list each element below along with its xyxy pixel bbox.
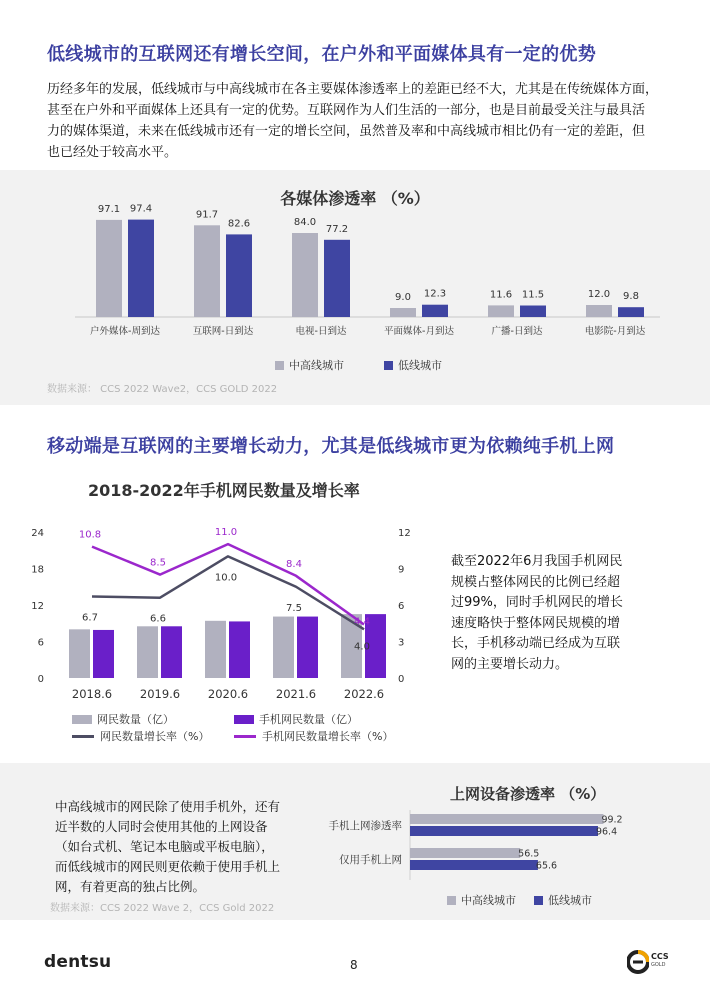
category-label: 仅用手机上网: [339, 854, 402, 866]
bar-low-tier: [520, 306, 546, 318]
media-chart-title: 各媒体渗透率 （%）: [280, 189, 430, 208]
left-axis-tick: 0: [37, 674, 44, 685]
category-label: 电视-日到达: [295, 326, 347, 337]
legend-swatch-gray: [275, 361, 284, 370]
section3-text: [55, 797, 325, 897]
device-penetration-chart: [310, 808, 650, 883]
section2-heading: 移动端是互联网的主要增长动力，尤其是低线城市更为依赖纯手机上网: [47, 436, 615, 457]
ccs-logo-icon: [627, 950, 649, 974]
bar-high-tier: [488, 305, 514, 317]
legend-swatch-purple: [234, 715, 254, 724]
side-text-line: 过99%，同时手机网民的增长: [451, 595, 623, 610]
legend-label: 低线城市: [548, 894, 592, 907]
bar-value-label: 9.8: [623, 291, 639, 303]
internet-growth-label: 4.0: [354, 641, 370, 653]
side-text-line: 长，手机移动端已经成为互联: [451, 636, 621, 651]
bar-low-tier: [422, 305, 448, 317]
bar-internet-users: [137, 626, 158, 678]
legend-label: 网民数量（亿）: [97, 713, 174, 726]
x-axis-label: 2018.6: [71, 687, 113, 701]
right-axis-tick: 6: [398, 601, 405, 612]
paragraph-line: 甚至在户外和平面媒体上还具有一定的优势。互联网作为人们生活的一部分，也是目前最受关注与最具活: [47, 103, 646, 118]
bar-low-tier: [618, 307, 644, 317]
line-internet-growth: [92, 556, 364, 629]
bar-value-label: 96.4: [595, 826, 618, 838]
media-penetration-panel: [0, 170, 710, 405]
section2-side-text: [451, 552, 681, 675]
legend-swatch-gray: [447, 896, 456, 905]
device-chart-legend: [447, 892, 592, 908]
bar-high-tier: [96, 220, 122, 317]
legend-swatch-gray: [72, 715, 92, 724]
x-axis-label: 2019.6: [139, 687, 181, 701]
bar-high-tier: [410, 848, 520, 858]
category-label: 手机上网渗透率: [328, 820, 402, 832]
bar-internet-users: [273, 617, 294, 678]
device-chart-title: 上网设备渗透率 （%）: [450, 785, 606, 803]
section1-heading: 低线城市的互联网还有增长空间，在户外和平面媒体具有一定的优势: [47, 44, 596, 65]
side-text-line: 速度略快于整体网民规模的增: [451, 615, 621, 631]
mobile-users-chart: [0, 510, 430, 710]
bar-value-label: 11.6: [489, 289, 513, 301]
bar-high-tier: [292, 233, 318, 317]
bar-value-label: 97.4: [129, 203, 153, 215]
legend-label: 手机网民数量（亿）: [259, 713, 358, 726]
right-axis-tick: 0: [398, 674, 405, 685]
bar-high-tier: [410, 814, 603, 824]
text-line: 中高线城市的网民除了使用手机外，还有: [55, 799, 281, 814]
left-axis-tick: 24: [31, 528, 44, 539]
bar-high-tier: [194, 225, 220, 317]
bar-low-tier: [128, 220, 154, 317]
section1-paragraph: [47, 79, 687, 163]
internet-growth-label: 10.0: [214, 572, 238, 584]
bar-value-label: 12.3: [423, 288, 447, 300]
bar-internet-users: [205, 621, 226, 678]
bar-value-label: 56.5: [518, 848, 540, 860]
mobile-chart-title: 2018-2022年手机网民数量及增长率: [88, 481, 360, 500]
mobile-growth-label: 10.8: [78, 529, 102, 541]
bar-value-label: 77.2: [325, 223, 349, 235]
dentsu-logo: dentsu: [44, 952, 112, 972]
legend-line-dark: [72, 735, 94, 738]
bar-mobile-users: [229, 621, 250, 678]
bar-low-tier: [226, 234, 252, 317]
legend-label: 中高线城市: [289, 359, 344, 372]
left-axis-tick: 6: [37, 637, 44, 649]
device-penetration-panel: [0, 763, 710, 920]
device-chart-source: 数据来源：CCS 2022 Wave 2，CCS Gold 2022: [50, 903, 275, 914]
ccs-logo-text: CCS: [651, 952, 669, 961]
bar-value-label: 84.0: [293, 217, 317, 228]
bar-value-label: 65.6: [535, 860, 558, 872]
legend-label: 网民数量增长率（%）: [100, 730, 210, 743]
category-label: 广播-日到达: [491, 326, 543, 337]
left-axis-tick: 12: [31, 601, 44, 612]
legend-line-purple: [234, 735, 256, 738]
internet-growth-label: 6.7: [82, 612, 98, 624]
bar-mobile-users: [93, 630, 114, 678]
mobile-growth-label: 4.4: [354, 616, 370, 628]
left-axis-tick: 18: [31, 564, 44, 576]
media-penetration-chart: [0, 200, 710, 350]
legend-swatch-blue: [384, 361, 393, 370]
internet-growth-label: 6.6: [150, 613, 166, 625]
bar-value-label: 97.1: [97, 203, 121, 215]
paragraph-line: 也已经处于较高水平。: [47, 145, 178, 160]
right-axis-tick: 12: [398, 528, 411, 539]
mobile-chart-legend-row1: [72, 711, 358, 727]
bar-internet-users: [69, 629, 90, 678]
legend-label: 手机网民数量增长率（%）: [262, 730, 394, 743]
side-text-line: 规模占整体网民的比例已经超: [451, 574, 621, 590]
bar-value-label: 82.6: [227, 218, 251, 230]
text-line: 而低线城市的网民则更依赖于使用手机上: [55, 859, 281, 874]
right-axis-tick: 3: [398, 637, 405, 649]
mobile-growth-label: 8.4: [286, 558, 302, 570]
page-number: 8: [350, 958, 358, 972]
bar-value-label: 12.0: [587, 289, 611, 300]
bar-low-tier: [324, 240, 350, 317]
bar-value-label: 99.2: [601, 814, 623, 826]
right-axis-tick: 9: [398, 564, 405, 576]
ccs-logo-subtext: GOLD: [651, 962, 666, 968]
paragraph-line: 历经多年的发展，低线城市与中高线城市在各主要媒体渗透率上的差距已经不大，尤其是在传统媒体方面，: [47, 82, 659, 97]
bar-low-tier: [410, 826, 598, 836]
x-axis-label: 2022.6: [343, 687, 385, 701]
ccs-gold-logo: [627, 949, 673, 975]
text-line: 近半数的人同时会使用其他的上网设备: [55, 819, 268, 834]
bar-high-tier: [390, 308, 416, 317]
legend-label: 中高线城市: [461, 894, 516, 907]
legend-label: 低线城市: [398, 359, 442, 372]
bar-mobile-users: [161, 626, 182, 678]
category-label: 平面媒体-月到达: [384, 326, 454, 337]
internet-growth-label: 7.5: [286, 602, 302, 614]
x-axis-label: 2021.6: [275, 687, 317, 701]
category-label: 户外媒体-周到达: [90, 326, 160, 337]
bar-mobile-users: [297, 617, 318, 678]
bar-value-label: 9.0: [395, 292, 411, 303]
side-text-line: 网的主要增长动力。: [451, 656, 569, 672]
bar-value-label: 11.5: [521, 289, 545, 301]
media-chart-source: 数据来源： CCS 2022 Wave2，CCS GOLD 2022: [47, 384, 278, 395]
mobile-chart-legend-row2: [72, 728, 393, 744]
bar-high-tier: [586, 305, 612, 317]
category-label: 电影院-月到达: [584, 326, 646, 337]
text-line: （如台式机、笔记本电脑或平板电脑），: [55, 839, 274, 854]
mobile-growth-label: 11.0: [214, 527, 238, 539]
x-axis-label: 2020.6: [207, 687, 249, 701]
legend-swatch-blue: [534, 896, 543, 905]
bar-value-label: 91.7: [195, 209, 219, 221]
bar-low-tier: [410, 860, 538, 870]
side-text-line: 截至2022年6月我国手机网民: [451, 554, 623, 569]
category-label: 互联网-日到达: [192, 326, 254, 337]
text-line: 网，有着更高的独占比例。: [55, 879, 206, 894]
mobile-growth-label: 8.5: [150, 557, 166, 569]
media-chart-legend: [275, 357, 442, 373]
paragraph-line: 力的媒体渠道，未来在低线城市还有一定的增长空间，虽然普及率和中高线城市相比仍有一定的差距，但: [47, 124, 646, 139]
